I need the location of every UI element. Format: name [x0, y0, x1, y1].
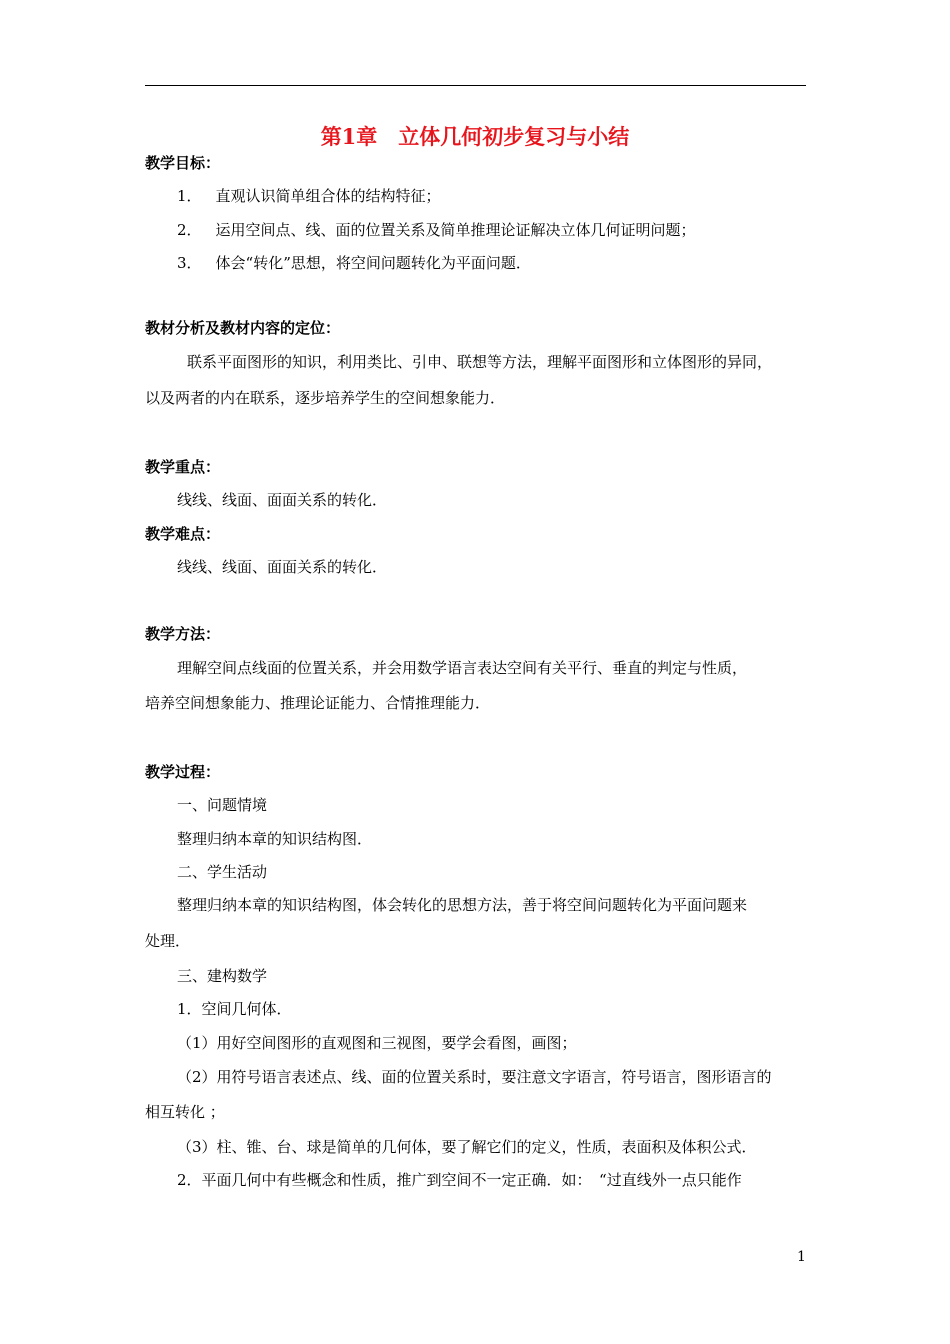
point-1-3: （3）柱、锥、台、球是简单的几何体，要了解它们的定义，性质，表面积及体积公式． — [177, 1138, 757, 1156]
goal-number: 3． — [177, 254, 202, 272]
goal-item-3 — [177, 253, 531, 273]
goal-number: 1． — [177, 187, 202, 205]
goal-text: 体会“转化”思想，将空间问题转化为平面问题． — [215, 254, 531, 272]
difficulties-heading: 教学难点： — [145, 525, 221, 543]
point-2: 2．平面几何中有些概念和性质，推广到空间不一定正确．如： “过直线外一点只能作 — [177, 1171, 742, 1189]
section-3-title: 三、建构数学 — [177, 967, 268, 985]
analysis-line-1: 联系平面图形的知识，利用类比、引申、联想等方法，理解平面图形和立体图形的异同， — [187, 353, 773, 371]
method-heading: 教学方法： — [145, 625, 221, 643]
point-1-2-line-1: （2）用符号语言表述点、线、面的位置关系时，要注意文字语言，符号语言，图形语言的 — [177, 1068, 772, 1086]
section-2-line-2: 处理． — [145, 932, 191, 950]
goal-number: 2． — [177, 221, 202, 239]
section-2-title: 二、学生活动 — [177, 863, 268, 881]
goals-heading: 教学目标： — [145, 154, 221, 172]
analysis-line-2: 以及两者的内在联系，逐步培养学生的空间想象能力． — [145, 389, 506, 407]
key-points-heading: 教学重点： — [145, 458, 221, 476]
point-1-1: （1）用好空间图形的直观图和三视图，要学会看图，画图； — [177, 1034, 577, 1052]
point-1-2-line-2: 相互转化 ； — [145, 1103, 225, 1121]
point-1: 1．空间几何体． — [177, 1000, 292, 1018]
key-points-text: 线线、线面、面面关系的转化． — [177, 491, 388, 509]
method-line-1: 理解空间点线面的位置关系，并会用数学语言表达空间有关平行、垂直的判定与性质， — [177, 659, 748, 677]
analysis-heading: 教材分析及教材内容的定位： — [145, 319, 341, 337]
section-2-line-1: 整理归纳本章的知识结构图，体会转化的思想方法，善于将空间问题转化为平面问题来 — [177, 896, 748, 914]
header-rule — [145, 85, 806, 86]
process-heading: 教学过程： — [145, 763, 221, 781]
method-line-2: 培养空间想象能力、推理论证能力、合情推理能力． — [145, 694, 491, 712]
goal-item-1 — [177, 186, 441, 206]
goal-item-2 — [177, 220, 696, 240]
difficulties-text: 线线、线面、面面关系的转化． — [177, 558, 388, 576]
section-1-text: 整理归纳本章的知识结构图． — [177, 830, 373, 848]
page-number: 1 — [797, 1249, 806, 1265]
goal-text: 直观认识简单组合体的结构特征； — [215, 187, 441, 205]
section-1-title: 一、问题情境 — [177, 796, 268, 814]
page-title: 第1章 立体几何初步复习与小结 — [320, 124, 630, 149]
goal-text: 运用空间点、线、面的位置关系及简单推理论证解决立体几何证明问题； — [215, 221, 696, 239]
